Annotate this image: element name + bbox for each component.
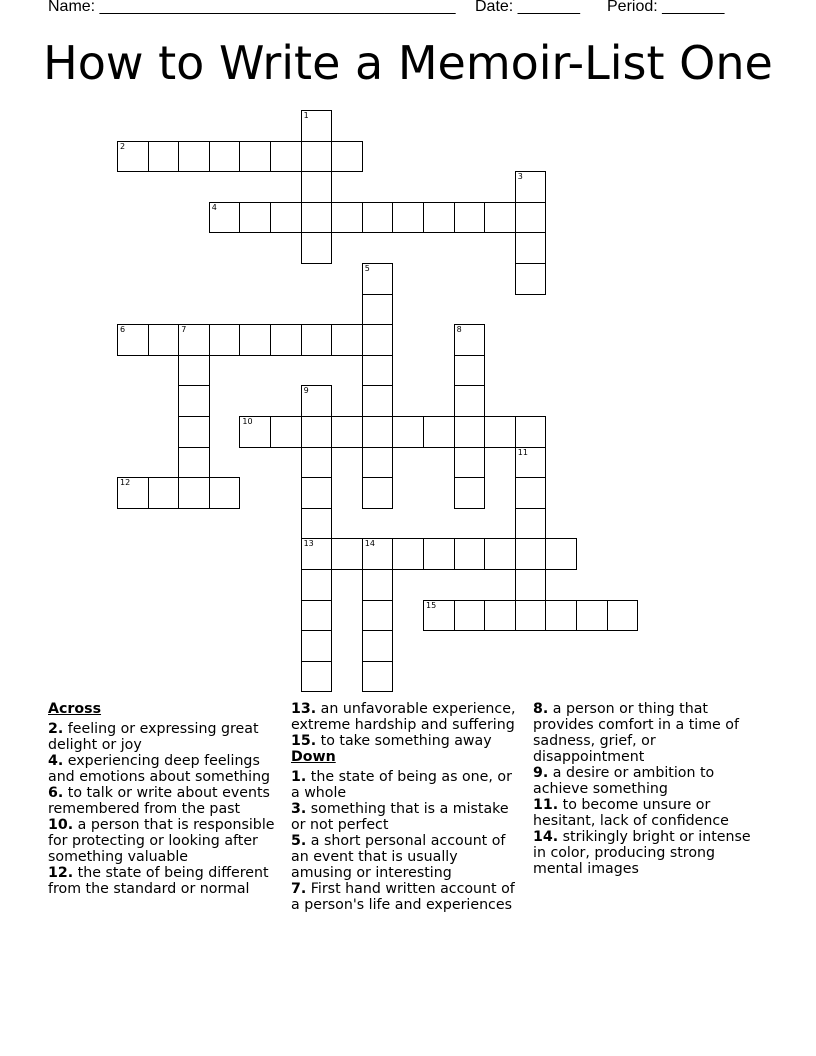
clue-text: a desire or ambition to achieve something [533, 765, 715, 797]
clue-number: 9 [303, 386, 309, 396]
clue-item [291, 733, 521, 749]
clue-number: 6 [120, 325, 126, 335]
crossword-cell[interactable] [239, 202, 271, 234]
crossword-cell[interactable] [545, 600, 577, 632]
clue-number: 2 [120, 141, 126, 151]
clue-text: to become unsure or hesitant, lack of confidence [533, 797, 729, 829]
clues-column-1 [48, 701, 278, 897]
clue-number-label: 2. [48, 721, 64, 737]
crossword-cell[interactable] [270, 416, 302, 448]
crossword-cell[interactable] [515, 447, 547, 479]
crossword-cell[interactable] [362, 355, 394, 387]
crossword-cell[interactable] [484, 416, 516, 448]
clue-number-label: 15. [291, 733, 317, 749]
crossword-cell[interactable] [362, 263, 394, 295]
crossword-cell[interactable] [484, 202, 516, 234]
crossword-cell[interactable] [362, 630, 394, 662]
clue-text: feeling or expressing great delight or joy [48, 721, 259, 753]
crossword-cell[interactable] [270, 202, 302, 234]
crossword-cell[interactable] [301, 477, 333, 509]
name-field[interactable]: Name: ________________________________________ [48, 0, 456, 15]
crossword-cell[interactable] [148, 324, 180, 356]
crossword-cell[interactable] [209, 324, 241, 356]
crossword-cell[interactable] [301, 110, 333, 142]
clue-item [291, 769, 521, 801]
clue-text: the state of being different from the standard or normal [48, 865, 269, 897]
clue-text: to talk or write about events remembered from the past [48, 785, 270, 817]
crossword-cell[interactable] [392, 202, 424, 234]
crossword-cell[interactable] [392, 416, 424, 448]
crossword-cell[interactable] [515, 202, 547, 234]
clue-item [291, 881, 521, 913]
clue-number-label: 3. [291, 801, 307, 817]
clue-text: the state of being as one, or a whole [291, 769, 512, 801]
clue-item [291, 801, 521, 833]
clue-item [48, 721, 278, 753]
crossword-cell[interactable] [607, 600, 639, 632]
crossword-cell[interactable] [270, 141, 302, 173]
crossword-cell[interactable] [576, 600, 608, 632]
crossword-cell[interactable] [362, 202, 394, 234]
crossword-cell[interactable] [362, 324, 394, 356]
crossword-cell[interactable] [515, 232, 547, 264]
crossword-cell[interactable] [301, 202, 333, 234]
crossword-cell[interactable] [362, 416, 394, 448]
clue-item [533, 765, 768, 797]
crossword-cell[interactable] [362, 661, 394, 693]
crossword-cell[interactable] [515, 477, 547, 509]
crossword-cell[interactable] [454, 385, 486, 417]
clue-number: 1 [303, 111, 309, 120]
clue-number-label: 4. [48, 753, 64, 769]
crossword-cell[interactable] [301, 661, 333, 693]
crossword-cell[interactable] [239, 324, 271, 356]
clue-item [533, 797, 768, 829]
crossword-cell[interactable] [301, 600, 333, 632]
clue-text: a person or thing that provides comfort in a time of sadness, grief, or disappointment [533, 701, 739, 765]
crossword-cell[interactable] [454, 416, 486, 448]
clue-text: strikingly bright or intense in color, producing strong mental images [533, 829, 751, 877]
crossword-cell[interactable] [178, 477, 210, 509]
crossword-cell[interactable] [331, 202, 363, 234]
crossword-cell[interactable] [331, 416, 363, 448]
crossword-cell[interactable] [117, 477, 149, 509]
crossword-cell[interactable] [239, 416, 271, 448]
clue-text: to take something away [316, 733, 492, 749]
clue-number: 14 [364, 539, 375, 549]
crossword-cell[interactable] [362, 600, 394, 632]
crossword-cell[interactable] [301, 385, 333, 417]
crossword-cell[interactable] [209, 477, 241, 509]
crossword-cell[interactable] [209, 202, 241, 234]
clue-number: 7 [181, 325, 187, 335]
clue-item [48, 785, 278, 817]
clue-number-label: 5. [291, 833, 307, 849]
crossword-cell[interactable] [515, 416, 547, 448]
page-title: How to Write a Memoir-List One [43, 36, 773, 90]
clue-text: a person that is responsible for protecting or looking after something valuable [48, 817, 275, 865]
clue-number: 8 [456, 325, 462, 335]
crossword-cell[interactable] [301, 538, 333, 570]
clue-text: a short personal account of an event that is usually amusing or interesting [291, 833, 506, 881]
crossword-cell[interactable] [301, 630, 333, 662]
clue-item [48, 865, 278, 897]
crossword-cell[interactable] [484, 538, 516, 570]
crossword-cell[interactable] [301, 232, 333, 264]
clue-item [291, 701, 521, 733]
crossword-cell[interactable] [270, 324, 302, 356]
crossword-cell[interactable] [239, 141, 271, 173]
clue-number: 4 [211, 202, 217, 212]
crossword-cell[interactable] [454, 477, 486, 509]
clue-number: 15 [426, 600, 437, 610]
clue-text: an unfavorable experience, extreme hardship and suffering [291, 701, 516, 733]
crossword-cell[interactable] [362, 569, 394, 601]
clue-number-label: 1. [291, 769, 307, 785]
crossword-cell[interactable] [423, 538, 455, 570]
crossword-cell[interactable] [545, 538, 577, 570]
crossword-cell[interactable] [148, 477, 180, 509]
clue-item [533, 701, 768, 765]
crossword-cell[interactable] [117, 141, 149, 173]
clue-number: 5 [364, 264, 370, 273]
clues-column-2 [291, 701, 521, 913]
crossword-cell[interactable] [301, 324, 333, 356]
crossword-cell[interactable] [515, 263, 547, 295]
clue-number: 11 [517, 447, 528, 457]
crossword-cell[interactable] [301, 141, 333, 173]
crossword-cell[interactable] [423, 600, 455, 632]
crossword-cell[interactable] [362, 385, 394, 417]
crossword-cell[interactable] [454, 538, 486, 570]
crossword-cell[interactable] [515, 508, 547, 540]
crossword-cell[interactable] [454, 324, 486, 356]
period-field[interactable]: Period: _______ [607, 0, 725, 15]
crossword-cell[interactable] [454, 355, 486, 387]
clue-text: something that is a mistake or not perfect [291, 801, 509, 833]
clues-column-3 [533, 701, 768, 877]
crossword-cell[interactable] [362, 447, 394, 479]
clue-number-label: 14. [533, 829, 559, 845]
crossword-cell[interactable] [423, 416, 455, 448]
clue-number-label: 13. [291, 701, 317, 717]
clue-text: experiencing deep feelings and emotions about something [48, 753, 271, 785]
crossword-cell[interactable] [454, 600, 486, 632]
crossword-cell[interactable] [331, 141, 363, 173]
crossword-cell[interactable] [515, 569, 547, 601]
crossword-cell[interactable] [515, 171, 547, 203]
across-heading: Across [48, 701, 102, 717]
crossword-cell[interactable] [362, 477, 394, 509]
clue-number: 10 [242, 417, 253, 426]
crossword-cell[interactable] [178, 416, 210, 448]
clue-number-label: 6. [48, 785, 64, 801]
crossword-cell[interactable] [301, 171, 333, 203]
crossword-cell[interactable] [301, 508, 333, 540]
clue-number-label: 9. [533, 765, 549, 781]
crossword-cell[interactable] [392, 538, 424, 570]
clue-item [291, 833, 521, 881]
clue-number-label: 12. [48, 865, 74, 881]
crossword-cell[interactable] [178, 447, 210, 479]
crossword-cell[interactable] [117, 324, 149, 356]
crossword-cell[interactable] [209, 141, 241, 173]
clue-number: 13 [303, 539, 314, 549]
crossword-cell[interactable] [178, 385, 210, 417]
clue-number-label: 10. [48, 817, 74, 833]
clue-number: 12 [120, 478, 131, 488]
crossword-cell[interactable] [331, 538, 363, 570]
clue-item [48, 753, 278, 785]
crossword-cell[interactable] [301, 569, 333, 601]
date-field[interactable]: Date: _______ [475, 0, 580, 15]
crossword-cell[interactable] [423, 202, 455, 234]
crossword-cell[interactable] [484, 600, 516, 632]
crossword-cell[interactable] [515, 538, 547, 570]
crossword-cell[interactable] [148, 141, 180, 173]
clue-item [533, 829, 768, 877]
crossword-cell[interactable] [362, 538, 394, 570]
clue-number-label: 8. [533, 701, 549, 717]
crossword-cell[interactable] [178, 141, 210, 173]
clue-number-label: 11. [533, 797, 559, 813]
crossword-cell[interactable] [454, 202, 486, 234]
crossword-cell[interactable] [454, 447, 486, 479]
crossword-cell[interactable] [301, 416, 333, 448]
crossword-cell[interactable] [301, 447, 333, 479]
clue-item [48, 817, 278, 865]
crossword-cell[interactable] [178, 355, 210, 387]
clue-text: First hand written account of a person's life and experiences [291, 881, 515, 913]
crossword-cell[interactable] [178, 324, 210, 356]
crossword-cell[interactable] [362, 294, 394, 326]
clue-number-label: 7. [291, 881, 307, 897]
clue-number: 3 [517, 172, 523, 182]
crossword-cell[interactable] [331, 324, 363, 356]
crossword-cell[interactable] [515, 600, 547, 632]
down-heading: Down [291, 749, 336, 765]
